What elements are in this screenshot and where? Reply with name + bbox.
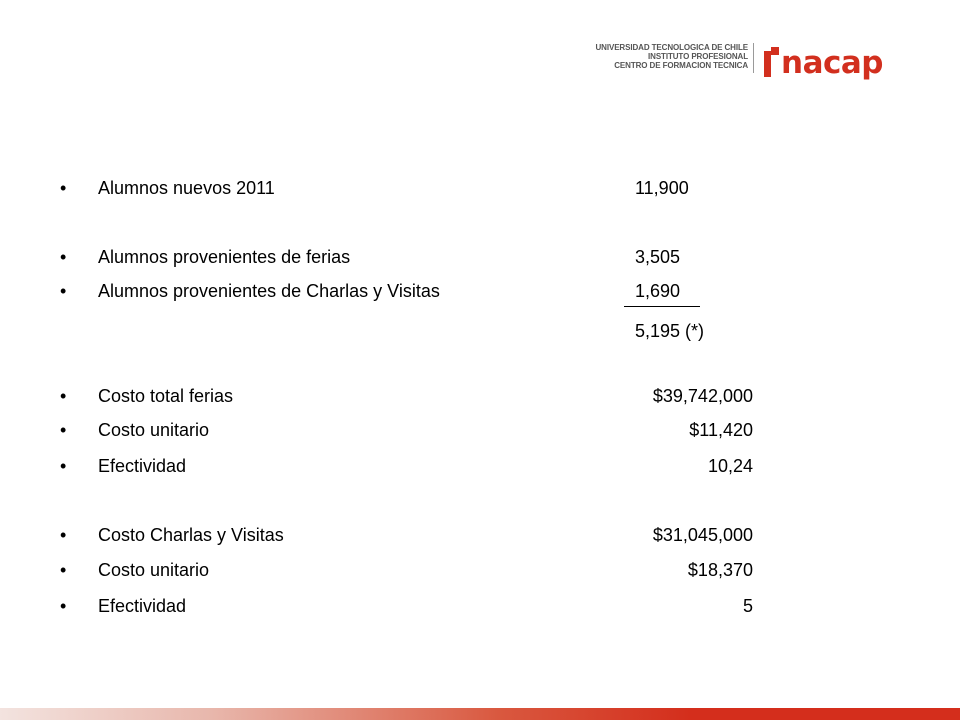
row-value: $18,370: [687, 560, 753, 580]
institution-lines: [588, 43, 748, 70]
institution-line-2: INSTITUTO PROFESIONAL: [648, 52, 748, 61]
row-label: Costo unitario: [98, 420, 210, 440]
bullet: •: [60, 178, 67, 198]
bullet: •: [60, 281, 67, 301]
footer-gradient-bar: [0, 708, 960, 720]
row-value: 5,195 (*): [635, 321, 705, 341]
row-value: 1,690: [635, 281, 681, 301]
row-value: 10,24: [707, 456, 753, 476]
brand-i-dot: [771, 47, 779, 55]
row-value: 3,505: [635, 247, 681, 267]
institution-line-3: CENTRO DE FORMACION TECNICA: [614, 61, 748, 70]
row-label: Alumnos provenientes de Charlas y Visitas: [98, 281, 440, 301]
bullet: •: [60, 386, 67, 406]
row-value: $39,742,000: [652, 386, 753, 406]
row-label: Costo Charlas y Visitas: [98, 525, 284, 545]
bullet: •: [60, 247, 67, 267]
row-label: Efectividad: [98, 596, 187, 616]
logo-divider: [753, 43, 754, 73]
inacap-logo: [588, 40, 918, 84]
bullet: •: [60, 456, 67, 476]
sum-underline: [624, 306, 700, 307]
row-label: Alumnos provenientes de ferias: [98, 247, 351, 267]
brand-mark: [764, 47, 914, 81]
institution-line-1: UNIVERSIDAD TECNOLOGICA DE CHILE: [595, 43, 748, 52]
row-value: 11,900: [635, 178, 689, 198]
row-value: 5: [742, 596, 753, 616]
row-value: $31,045,000: [652, 525, 753, 545]
row-label: Costo total ferias: [98, 386, 234, 406]
row-value: $11,420: [689, 420, 753, 440]
bullet: •: [60, 596, 67, 616]
row-label: Alumnos nuevos 2011: [98, 178, 275, 198]
bullet: •: [60, 560, 67, 580]
row-label: Efectividad: [98, 456, 187, 476]
brand-i-stem: [764, 51, 771, 77]
bullet: •: [60, 525, 67, 545]
row-label: Costo unitario: [98, 560, 210, 580]
bullet: •: [60, 420, 67, 440]
brand-wordmark: nacap: [781, 45, 883, 81]
